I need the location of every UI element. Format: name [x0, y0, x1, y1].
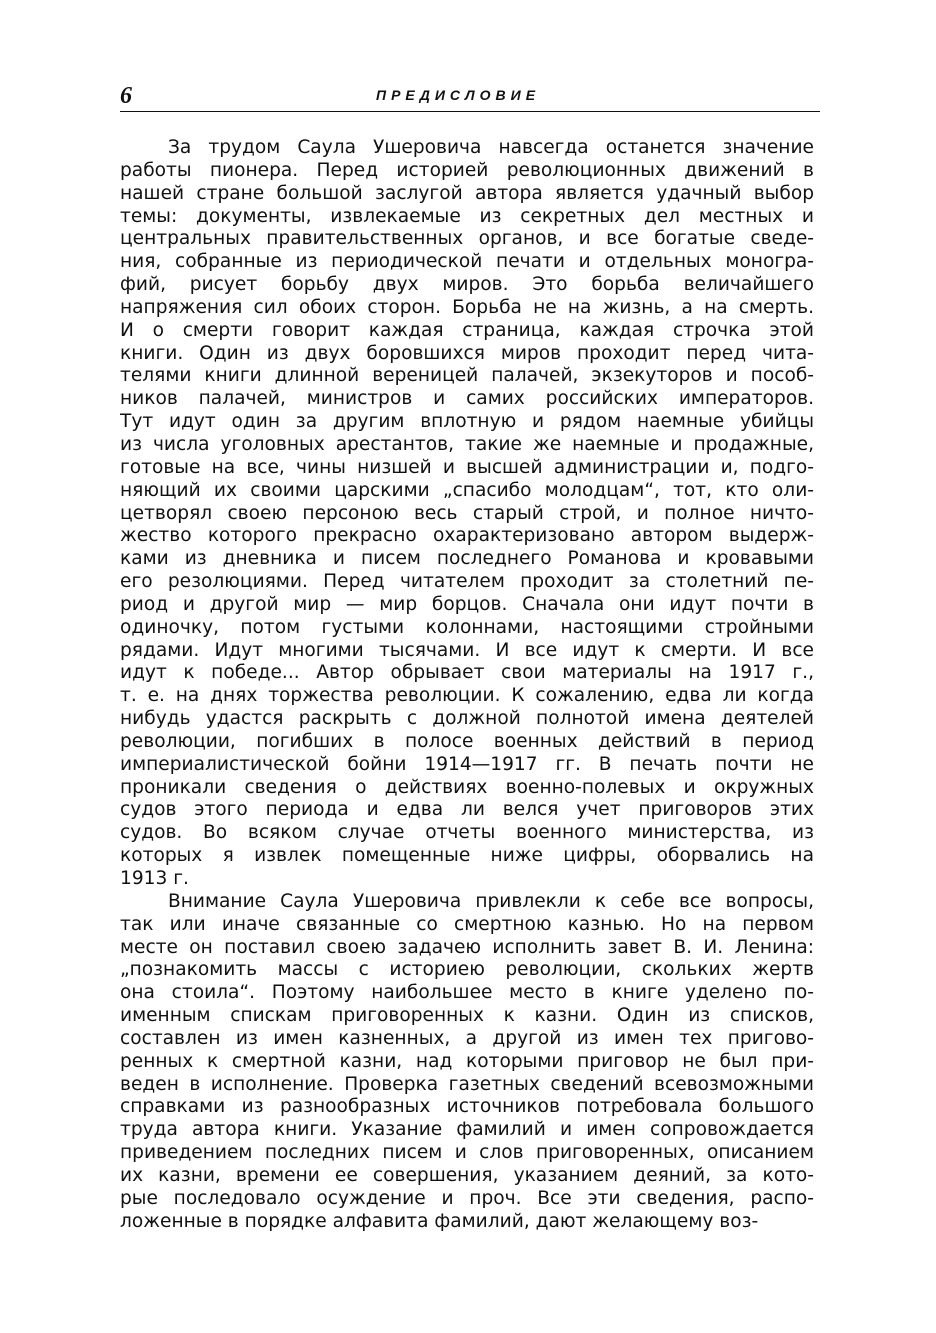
text-line: именным спискам приговоренных к казни. Один из списков,	[120, 1005, 814, 1027]
text-line: составлен из имен казненных, а другой из имен тех пригово-	[120, 1027, 814, 1049]
text-line: приведением последних писем и слов приговоренных, описанием	[120, 1142, 814, 1164]
text-line: цетворял своею персоною весь старый строй, и полное ничто-	[120, 502, 814, 524]
text-line: т. е. на днях торжества революции. К сожалению, едва ли когда	[120, 685, 814, 707]
text-line: месте он поставил своею задачею исполнить завет В. И. Ленина:	[120, 936, 814, 958]
text-line: революции, погибших в полосе военных действий в период	[120, 730, 814, 752]
text-line: веден в исполнение. Проверка газетных сведений всевозможными	[120, 1073, 814, 1095]
text-line: И о смерти говорит каждая страница, каждая строчка этой	[120, 319, 814, 341]
text-line: жество которого прекрасно охарактеризовано автором выдерж-	[120, 525, 814, 547]
text-line: нашей стране большой заслугой автора является удачный выбор	[120, 182, 814, 204]
text-line: идут к победе... Автор обрывает свои материалы на 1917 г.,	[120, 662, 814, 684]
text-line: Внимание Саула Ушеровича привлекли к себе все вопросы,	[168, 890, 814, 912]
text-line: работы пионера. Перед историей революционных движений в	[120, 159, 814, 181]
text-line: справками из разнообразных источников потребовала большого	[120, 1096, 814, 1118]
text-line: няющий их своими царскими „спасибо молодцам“, тот, кто оли-	[120, 479, 814, 501]
body-text	[120, 137, 814, 1234]
text-line: судов. Во всяком случае отчеты военного министерства, из	[120, 822, 814, 844]
text-line: 1913 г.	[120, 868, 189, 889]
text-line: фий, рисует борьбу двух миров. Это борьба величайшего	[120, 274, 814, 296]
page-number: 6	[120, 83, 132, 109]
page-header	[120, 82, 820, 112]
text-line: ками из дневника и писем последнего Романова и кровавыми	[120, 548, 814, 570]
text-line: телями книги длинной вереницей палачей, экзекуторов и пособ-	[120, 365, 814, 387]
text-line: ложенные в порядке алфавита фамилий, дают желающему воз-	[120, 1210, 759, 1232]
text-line: его резолюциями. Перед читателем проходит за столетний пе-	[120, 571, 814, 593]
text-line: одиночку, потом густыми колоннами, настоящими стройными	[120, 616, 814, 638]
running-title: ПРЕДИСЛОВИЕ	[376, 87, 541, 103]
text-line: За трудом Саула Ушеровича навсегда останется значение	[168, 137, 814, 158]
paragraph	[120, 137, 814, 891]
text-line: нибудь удастся раскрыть с должной полнотой имена деятелей	[120, 708, 814, 730]
header-rule	[120, 111, 820, 112]
text-line: ников палачей, министров и самих российских императоров.	[120, 388, 814, 410]
text-line: рые последовало осуждение и проч. Все эти сведения, распо-	[120, 1187, 814, 1209]
text-line: так или иначе связанные со смертною казнью. Но на первом	[120, 913, 814, 935]
text-line: ренных к смертной казни, над которыми приговор не был при-	[120, 1050, 814, 1072]
text-line: судов этого периода и едва ли велся учет приговоров этих	[120, 799, 814, 821]
text-line: Тут идут один за другим вплотную и рядом наемные убийцы	[120, 411, 814, 433]
text-line: она стоила“. Поэтому наибольшее место в книге уделено по-	[120, 982, 814, 1004]
text-line: проникали сведения о действиях военно-полевых и окружных	[120, 776, 814, 798]
text-line: ния, собранные из периодической печати и отдельных моногра-	[120, 251, 814, 273]
text-line: которых я извлек помещенные ниже цифры, оборвались на	[120, 845, 814, 867]
text-line: империалистической бойни 1914—1917 гг. В печать почти не	[120, 753, 814, 775]
text-line: риод и другой мир — мир борцов. Сначала они идут почти в	[120, 593, 814, 615]
text-line: напряжения сил обоих сторон. Борьба не на жизнь, а на смерть.	[120, 296, 814, 318]
text-line: их казни, времени ее совершения, указанием деяний, за кото-	[120, 1164, 814, 1186]
text-line: труда автора книги. Указание фамилий и имен сопровождается	[120, 1119, 814, 1141]
paragraph	[120, 891, 814, 1234]
text-line: книги. Один из двух боровшихся миров проходит перед чита-	[120, 342, 814, 364]
text-line: центральных правительственных органов, и все богатые сведе-	[120, 228, 814, 250]
text-line: темы: документы, извлекаемые из секретных дел местных и	[120, 205, 814, 227]
text-line: из числа уголовных арестантов, такие же наемные и продажные,	[120, 433, 814, 455]
text-line: „познакомить массы с историею революции, скольких жертв	[120, 959, 814, 981]
text-line: рядами. Идут многими тысячами. И все идут к смерти. И все	[120, 639, 814, 661]
text-line: готовые на все, чины низшей и высшей администрации и, подго-	[120, 456, 814, 478]
